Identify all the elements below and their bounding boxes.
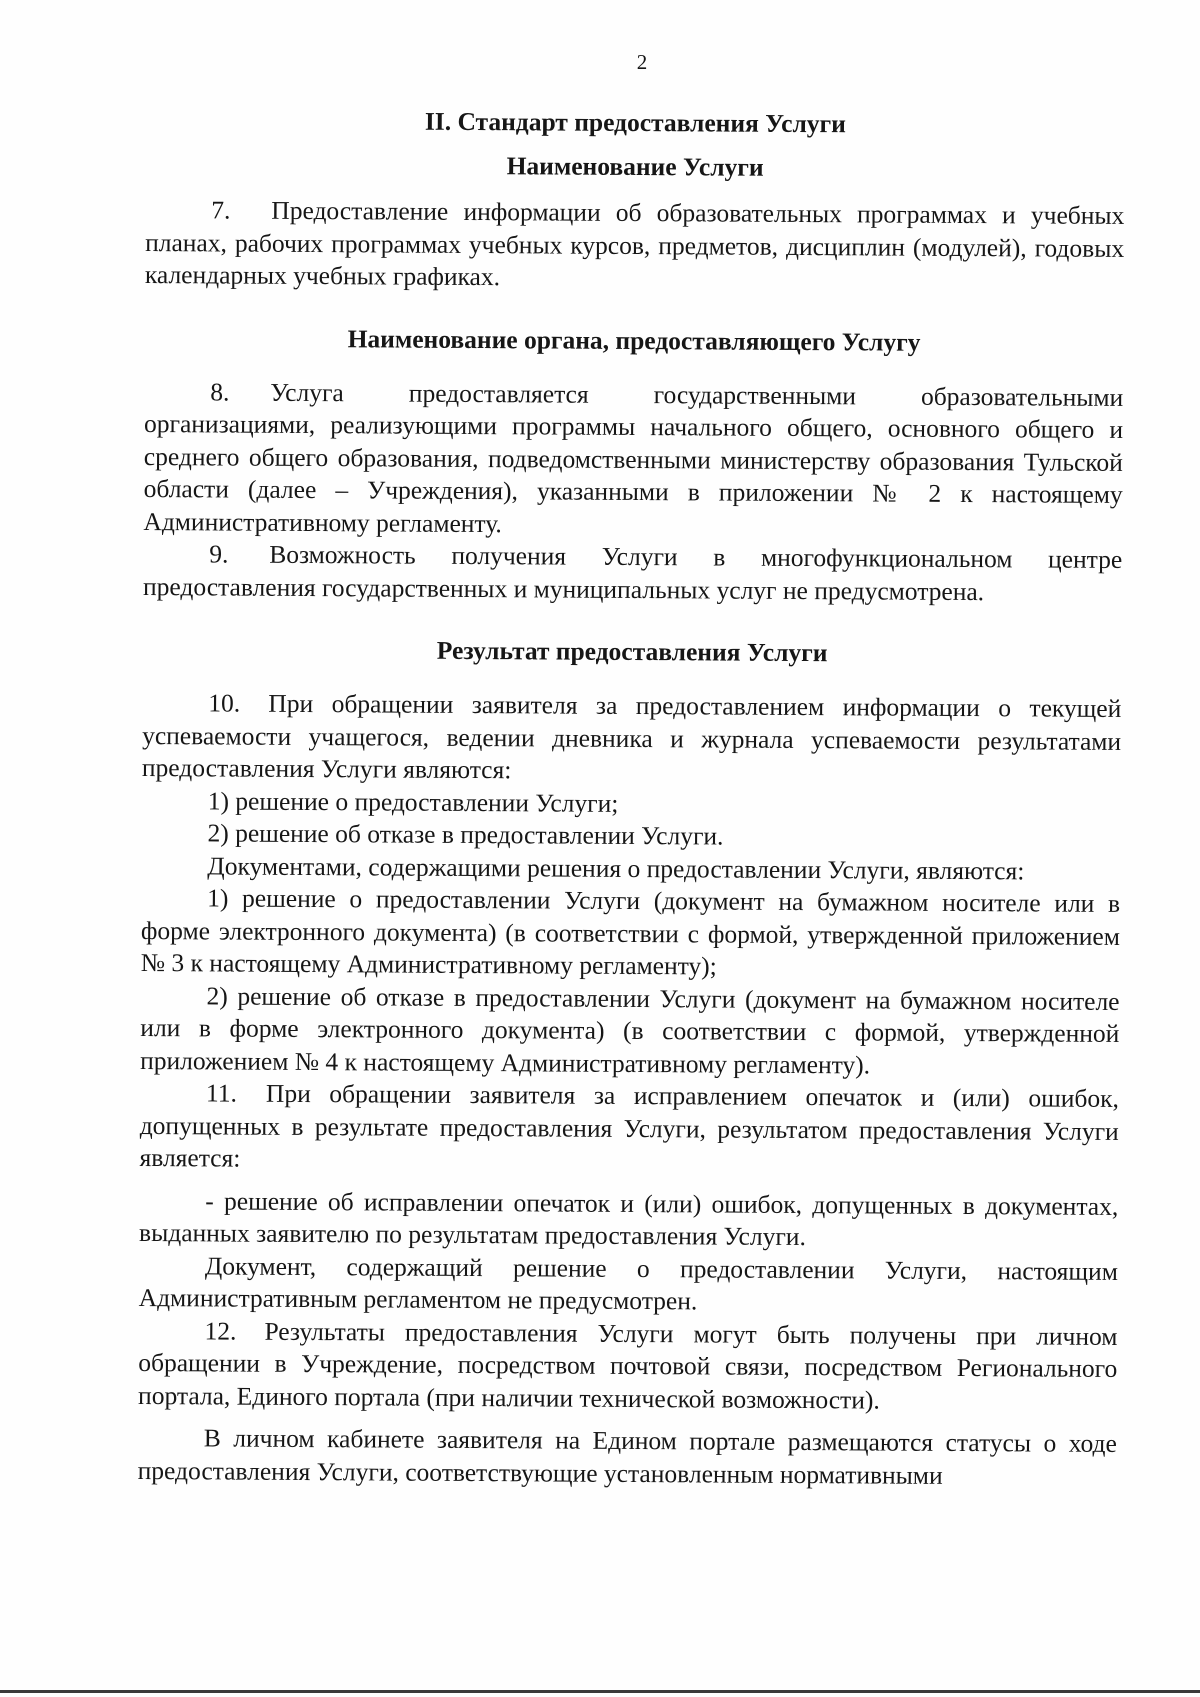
paragraph-10 — [142, 687, 1122, 790]
paragraph-11-item: - решение об исправлении опечаток и (или) ошибок, допущенных в документах, выданных заявителю по результатам предоставления Услуги. — [139, 1185, 1119, 1252]
paragraph-10-document-2: 2) решение об отказе в предоставлении Услуги (документ на бумажном носителе или в форме электронного документа) (в соответствии с формой, утвержденной приложением № 4 к настоящему Административному регламенту). — [140, 980, 1120, 1079]
paragraph-10-text: При обращении заявителя за предоставлением информации о текущей успеваемости учащегося, ведении дневника и журнала успеваемости результатами предоставления Услуги являются: — [141, 688, 1122, 785]
paragraph-11-note: Документ, содержащий решение о предоставлении Услуги, настоящим Административным регламентом не предусмотрен. — [138, 1250, 1118, 1316]
section-title: II. Стандарт предоставления Услуги — [424, 106, 846, 139]
heading-authority: Наименование органа, предоставляющего Услугу — [347, 323, 921, 357]
paragraph-11-number: 11. — [205, 1078, 237, 1108]
paragraph-9-number: 9. — [209, 539, 229, 569]
paragraph-11-text: При обращении заявителя за исправлением опечаток и (или) ошибок, допущенных в результате предоставления Услуги, результатом предоставления Услуги является: — [139, 1078, 1120, 1173]
paragraph-8-text: Услуга предоставляется государственными образовательными организациями, реализующими программы начального общего, основного общего и среднего общего образования, подведомственными министерству образования Тульской области (далее – Учреждения), указанными в приложении № 2 к настоящему Административному регламенту. — [143, 377, 1124, 538]
heading-result: Результат предоставления Услуги — [436, 635, 828, 668]
paragraph-10-item-1: 1) решение о предоставлении Услуги; — [207, 785, 619, 818]
paragraph-7 — [145, 194, 1125, 297]
document-body — [138, 104, 1125, 1493]
paragraph-8-number: 8. — [210, 376, 230, 407]
heading-service-name: Наименование Услуги — [506, 151, 764, 182]
paragraph-11 — [139, 1077, 1119, 1180]
paragraph-9-text: Возможность получения Услуги в многофункциональном центре предоставления государственных и муниципальных услуг не предусмотрена. — [142, 539, 1123, 606]
paragraph-10-document-1: 1) решение о предоставлении Услуги (документ на бумажном носителе или в форме электронного документа) (в соответствии с формой, утвержденной приложением № 3 к настоящему Административному регламенту); — [140, 883, 1121, 981]
paragraph-12-number: 12. — [204, 1315, 237, 1346]
bottom-scan-edge — [0, 1690, 1200, 1693]
page-number: 2 — [636, 50, 648, 74]
paragraph-10-documents: Документами, содержащими решения о предоставлении Услуги, являются: — [207, 850, 1025, 885]
paragraph-12-cabinet: В личном кабинете заявителя на Едином портале размещаются статусы о ходе предоставления Услуги, соответствующие установленным нормативными — [137, 1423, 1117, 1490]
paragraph-12-text: Результаты предоставления Услуги могут быть получены при личном обращении в Учреждение, посредством почтовой связи, посредством Регионального портала, Единого портала (при наличии технической возможности). — [138, 1316, 1118, 1415]
paragraph-10-number: 10. — [208, 688, 241, 718]
paragraph-12 — [138, 1314, 1118, 1417]
paragraph-10-item-2: 2) решение об отказе в предоставлении Услуги. — [207, 818, 724, 851]
paragraph-7-text: Предоставление информации об образовательных программах и учебных планах, рабочих программах учебных курсов, предметов, дисциплин (модулей), годовых календарных учебных графиках. — [144, 195, 1125, 292]
paragraph-9 — [143, 538, 1122, 609]
paragraph-8 — [143, 375, 1123, 543]
paragraph-7-number: 7. — [211, 195, 231, 225]
